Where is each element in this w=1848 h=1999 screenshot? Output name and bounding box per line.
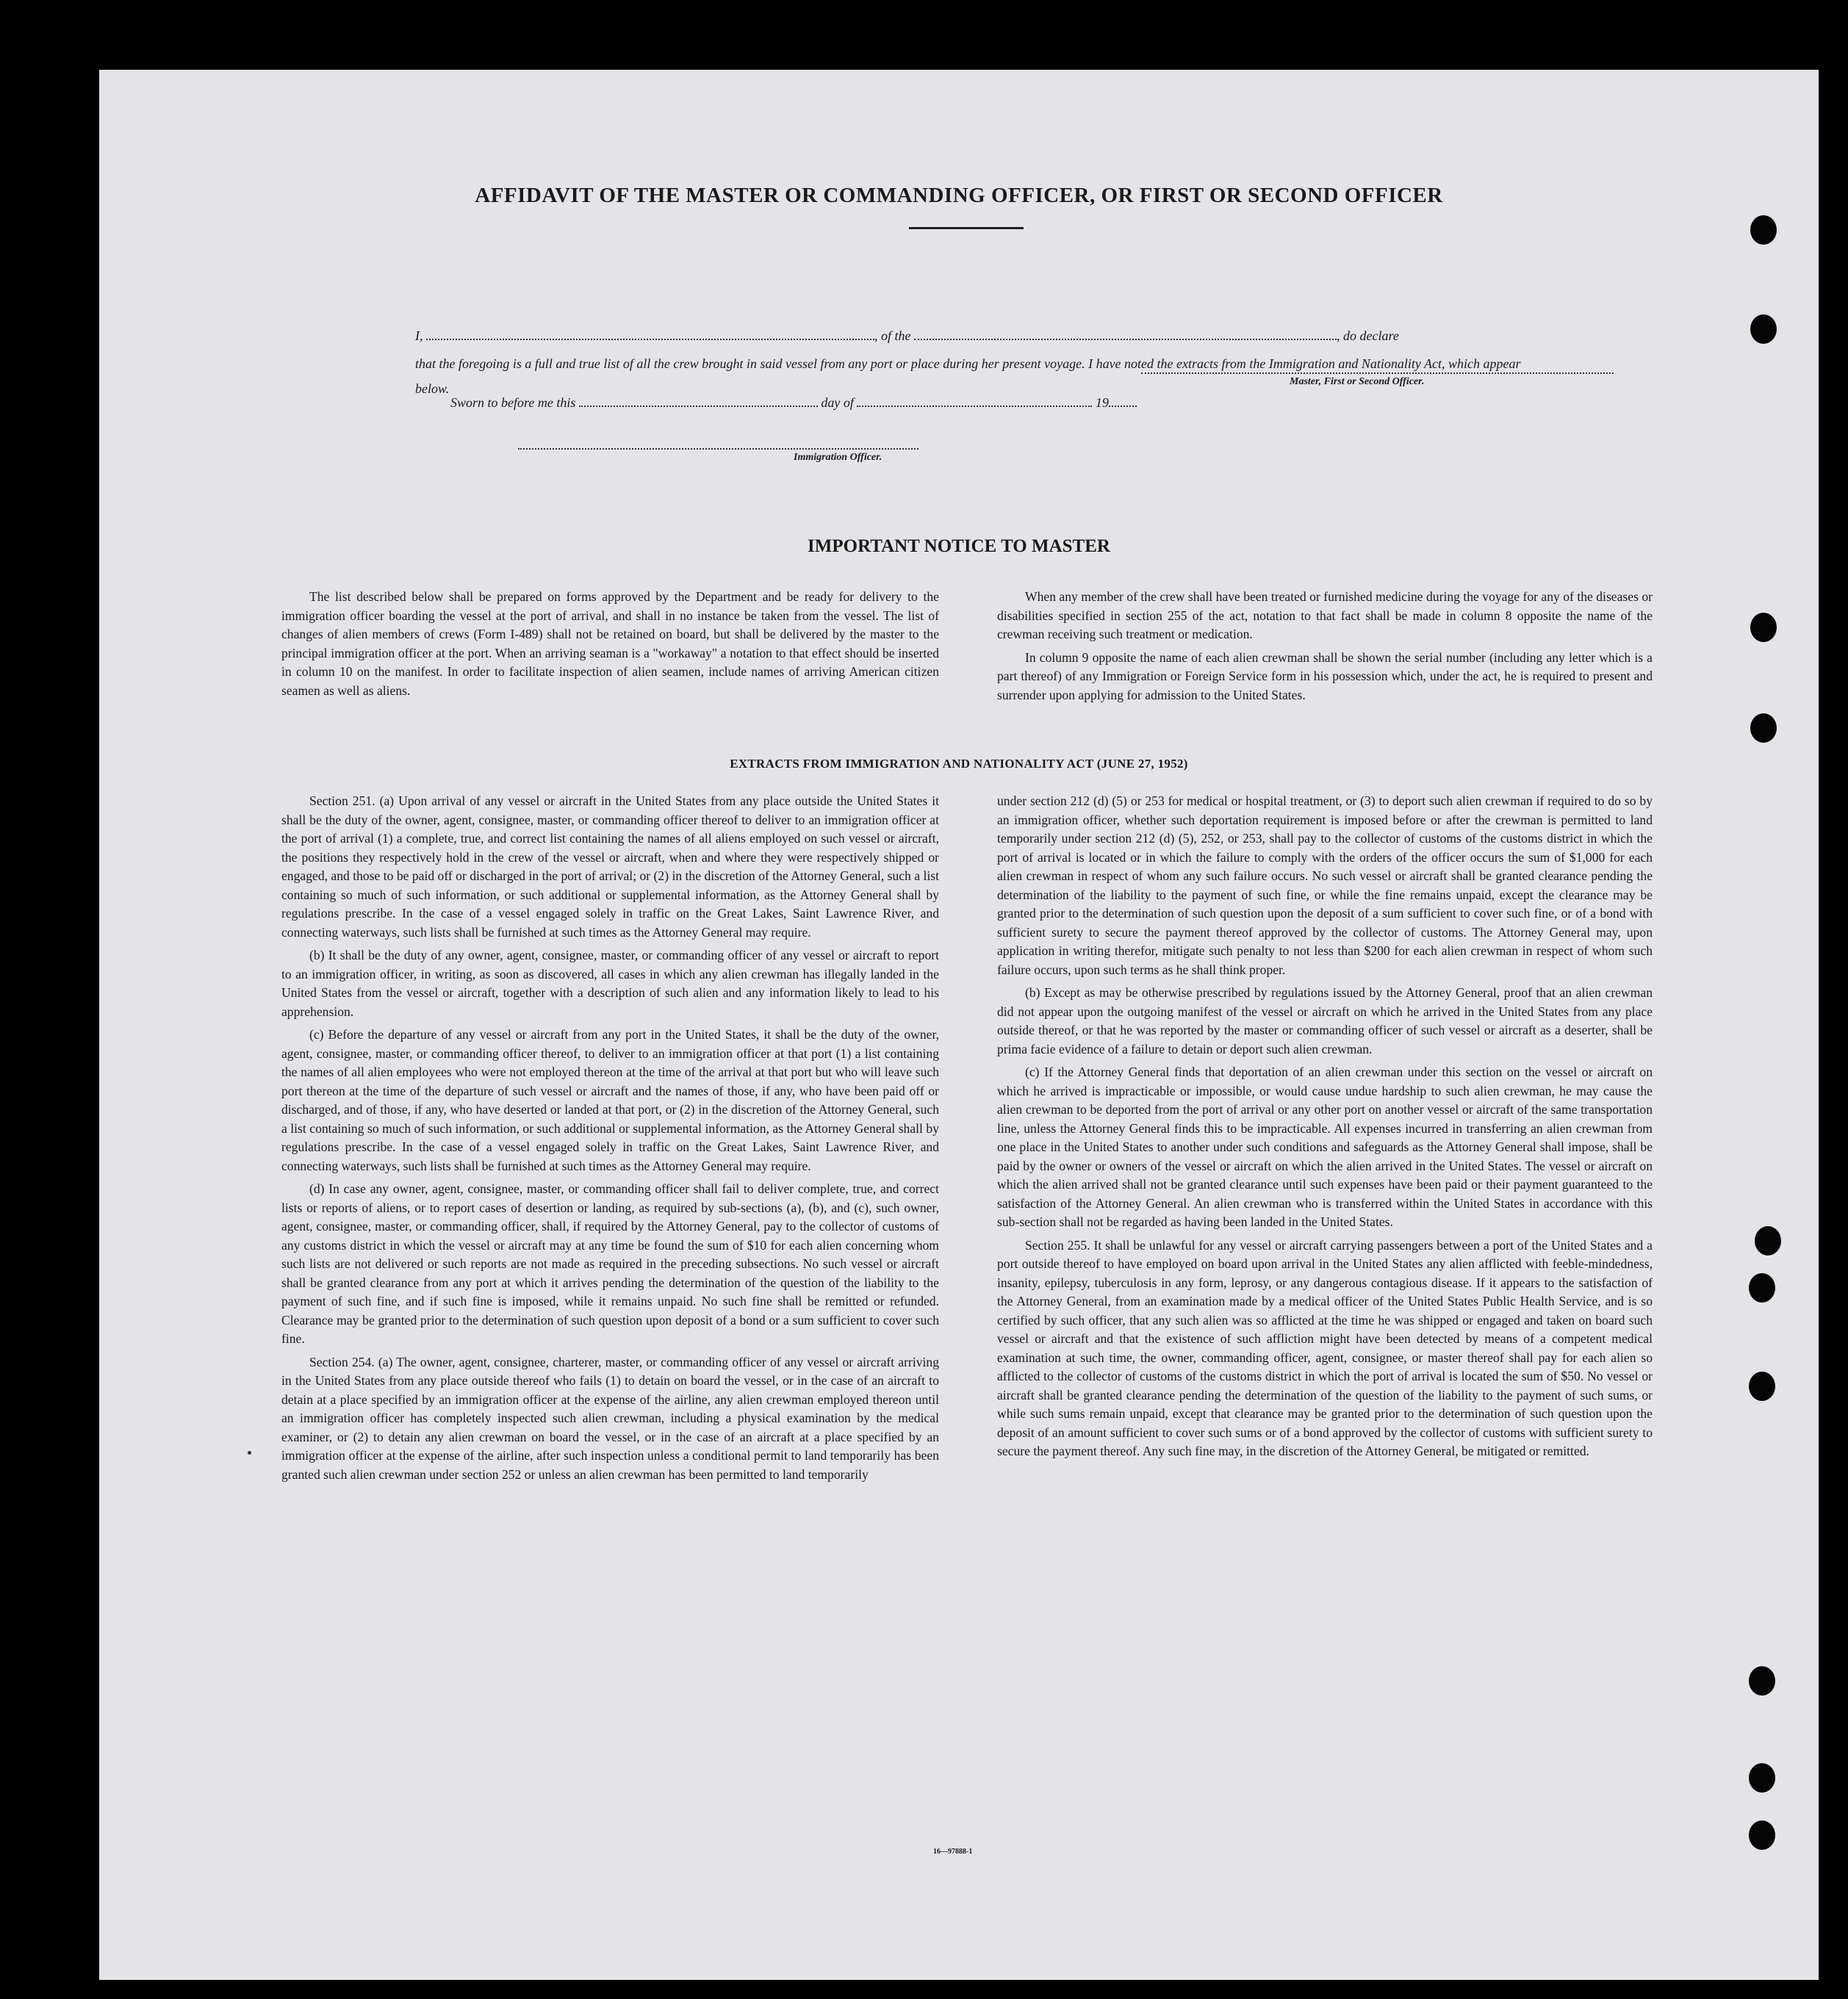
extracts-left-column (281, 792, 939, 1488)
section-254-a: Section 254. (a) The owner, agent, consignee, charterer, master, or commanding officer of any vessel or aircraft arriving in the United States from any place outside thereof who fails (1) to detain on board the vessel, or in the case of an aircraft to detain at a place specified by an immigration officer at the expense of the airline, any alien crewman employed thereon until an immigration officer has completely inspected such alien crewman, including a physical examination by the medical examiner, or (2) to detain any alien crewman on board the vessel, or in the case of an aircraft at a place specified by an immigration officer at the expense of the airline, after such inspection unless a conditional permit to land temporarily has been granted such alien crewman under section 252 or unless an alien crewman has been permitted to land temporarily (281, 1354, 939, 1482)
notice-left-column (281, 588, 939, 705)
sworn-line (450, 395, 1137, 411)
binder-hole (1750, 314, 1777, 344)
footer-form-code: 16—97888-1 (933, 1848, 973, 1856)
notice-right-paragraph-1: When any member of the crew shall have been treated or furnished medicine during the voyage for any of the diseases or disabilities specified in section 255 of the act, notation to that fact shall be made in column 8 opposite the name of the crewman receiving such treatment or medication. (997, 589, 1653, 641)
section-251-a: Section 251. (a) Upon arrival of any vessel or aircraft in the United States from any place outside the United States it shall be the duty of the owner, agent, consignee, master, or commanding officer thereof to deliver to an immigration officer at the port of arrival (1) a complete, true, and correct list containing the names of all aliens employed on such vessel or aircraft, the positions they respectively hold in the crew of the vessel or aircraft, when and where they were respectively shipped or engaged, and those to be paid off or discharged in the port of arrival; or (2) in the discretion of the Attorney General, such a list containing so much of such information, or such additional or supplemental information, as the Attorney General shall by regulations prescribe. In the case of a vessel engaged solely in traffic on the Great Lakes, Saint Lawrence River, and connecting waterways, such lists shall be furnished at such times as the Attorney General may require. (281, 793, 939, 940)
declaration-do-declare: , do declare (1337, 328, 1399, 343)
declaration-of-the: , of the (874, 328, 911, 343)
master-signature-line[interactable] (1141, 372, 1614, 374)
binder-hole (1750, 215, 1777, 245)
binder-hole (1749, 1666, 1775, 1696)
sworn-day-of: day of (821, 395, 854, 410)
binder-hole (1749, 1273, 1775, 1303)
notice-right-column (997, 588, 1653, 709)
section-251-c: (c) Before the departure of any vessel or aircraft from any port in the United States, it shall be the duty of the owner, agent, consignee, master, or commanding officer thereof, to deliver to an immigration officer at that port (1) a list containing the names of all alien employees who were not employed thereon at the time of the arrival at that port but who will leave such port thereon at the time of the departure of such vessel or aircraft and the names of those, if any, who have been paid off or discharged, and of those, if any, who have deserted or landed at that port, or (2) in the discretion of the Attorney General, such a list containing so much of such information, or such additional or supplemental information, as the Attorney General shall by regulations prescribe. In the case of a vessel engaged solely in traffic on the Great Lakes, Saint Lawrence River, and connecting waterways, such lists shall be furnished at such times as the Attorney General may require. (281, 1027, 939, 1173)
immigration-officer-signature-line[interactable] (518, 448, 918, 450)
section-251-b: (b) It shall be the duty of any owner, agent, consignee, master, or commanding officer of any vessel or aircraft to report to an immigration officer, in writing, as soon as discovered, all cases in which any alien crewman has illegally landed in the United States from the vessel or aircraft, together with a description of such alien and any information likely to lead to his apprehension. (281, 948, 939, 1019)
margin-dot (248, 1451, 251, 1455)
declaration-line (415, 323, 1558, 349)
section-254-b: (b) Except as may be otherwise prescribed by regulations issued by the Attorney General, proof that an alien crewman did not appear upon the outgoing manifest of the vessel or aircraft on which he arrived in the United States from any place outside thereof, or that he was reported by the master or commanding officer of such vessel or aircraft as a deserter, shall be prima facie evidence of a failure to detain or deport such alien crewman. (997, 985, 1653, 1056)
binder-hole (1755, 1226, 1781, 1256)
sworn-prefix: Sworn to before me this (450, 395, 576, 410)
section-251-d: (d) In case any owner, agent, consignee, master, or commanding officer shall fail to deliver complete, true, and correct lists or reports of aliens, or to report cases of desertion or landing, as required by sub-sections (a), (b), and (c), such owner, agent, consignee, master, or commanding officer, shall, if required by the Attorney General, pay to the collector of customs of any customs district in which the vessel or aircraft may at any time be found the sum of $10 for each alien concerning whom such lists are not delivered or such reports are not made as required in the preceding subsections. No such vessel or aircraft shall be granted clearance from any port at which it arrives pending the determination of the question of the liability to the payment of such fine, and if such fine is imposed, while it remains unpaid. No such fine shall be remitted or refunded. Clearance may be granted prior to the determination of such question upon deposit of a bond or a sum sufficient to cover such fine. (281, 1181, 939, 1346)
notice-left-paragraph: The list described below shall be prepared on forms approved by the Department and be ready for delivery to the immigration officer boarding the vessel at the port of arrival, and shall in no instance be taken from the vessel. The list of changes of alien members of crews (Form I-489) shall not be retained on board, but shall be delivered by the master to the principal immigration officer at the port. When an arriving seaman is a "workaway" a notation to that effect should be inserted in column 10 on the manifest. In order to facilitate inspection of alien seamen, include names of arriving American citizen seamen as well as aliens. (281, 589, 939, 698)
binder-hole (1749, 1372, 1775, 1401)
binder-hole (1750, 713, 1777, 743)
binder-hole (1749, 1763, 1775, 1793)
sworn-year-prefix: 19 (1095, 395, 1109, 410)
master-signature-label: Master, First or Second Officer. (1290, 376, 1425, 387)
declarant-name-field[interactable] (426, 327, 874, 340)
declaration-i: I, (415, 328, 423, 343)
vessel-name-field[interactable] (914, 327, 1337, 340)
form-page (99, 70, 1819, 1980)
notice-heading: IMPORTANT NOTICE TO MASTER (808, 536, 1110, 556)
form-title: AFFIDAVIT OF THE MASTER OR COMMANDING OFFICER, OR FIRST OR SECOND OFFICER (475, 184, 1443, 207)
sworn-year-field[interactable] (1109, 395, 1137, 407)
extracts-right-column (997, 792, 1653, 1466)
section-254-c: (c) If the Attorney General finds that deportation of an alien crewman under this section on the vessel or aircraft on which he arrived is impracticable or impossible, or would cause undue hardship to such alien crewman, he may cause the alien crewman to be deported from the port of arrival or any other port on another vessel or aircraft of the same transportation line, unless the Attorney General finds this to be impracticable. All expenses incurred in transferring an alien crewman from one place in the United States to another under such conditions and safeguards as the Attorney General shall impose, shall be paid by the owner or owners of the vessel or aircraft on which the alien arrived in the United States. The vessel or aircraft on which the alien arrived shall not be granted clearance until such expenses have been paid or their payment guaranteed to the satisfaction of the Attorney General. An alien crewman who is transferred within the United States in accordance with this sub-section shall not be regarded as having been landed in the United States. (997, 1065, 1653, 1229)
sworn-month-field[interactable] (857, 395, 1092, 407)
notice-right-paragraph-2: In column 9 opposite the name of each alien crewman shall be shown the serial number (including any letter which is a part thereof) of any Immigration or Foreign Service form in his possession which, under the act, he is required to present and surrender upon applying for admission to the United States. (997, 649, 1653, 702)
section-255: Section 255. It shall be unlawful for any vessel or aircraft carrying passengers between a port of the United States and a port outside thereof to have employed on board upon arrival in the United States any alien afflicted with feeble-mindedness, insanity, epilepsy, tuberculosis in any form, leprosy, or any dangerous contagious disease. If it appears to the satisfaction of the Attorney General, from an examination made by a medical officer of the United States Public Health Service, and is so certified by such officer, that any such alien was so afflicted at the time he was shipped or engaged and taken on board such vessel or aircraft and that the existence of such affliction might have been detected by means of a competent medical examination at such time, the owner, commanding officer, agent, consignee, or master thereof shall pay for each alien so afflicted to the collector of customs of the customs district in which the port of arrival is located the sum of $50. No vessel or aircraft shall be granted clearance pending the determination of the question of the liability to the payment of such sums, or while such sums remain unpaid, except that clearance may be granted prior to the determination of such question upon the deposit of an amount sufficient to cover such sums or of a bond approved by the collector of customs with sufficient surety to secure the payment thereof. Any such fine may, in the discretion of the Attorney General, be mitigated or remitted. (997, 1237, 1653, 1458)
section-254-a-continued: under section 212 (d) (5) or 253 for medical or hospital treatment, or (3) to deport such alien crewman if required to do so by an immigration officer, whether such deportation requirement is imposed before or after the crewman is permitted to land temporarily under section 212 (d) (5), 252, or 253, shall pay to the collector of customs of the customs district in which the port of arrival is located or in which the failure to comply with the orders of the officer occurs the sum of $1,000 for each alien crewman in respect of whom any such failure occurs. No such vessel or aircraft shall be granted clearance pending the determination of the liability to the payment of such fine, or while the fine remains unpaid, except the clearance may be granted prior to the determination of such question upon the deposit of a sum sufficient to cover such fine, or of a bond with sufficient surety to secure the payment thereof approved by the collector of customs. The Attorney General may, upon application in writing therefor, mitigate such penalty to not less than $200 for each alien crewman in respect of whom such failure occurs, upon such terms as he shall think proper. (997, 793, 1653, 977)
declaration-text: that the foregoing is a full and true list of all the crew brought in said vessel from any port or place during her present voyage. I have noted the extracts from the Immigration and Nationality Act, which appear below. (415, 356, 1521, 396)
binder-hole (1750, 613, 1777, 642)
title-rule (909, 227, 1024, 229)
extracts-heading: EXTRACTS FROM IMMIGRATION AND NATIONALITY ACT (JUNE 27, 1952) (730, 757, 1188, 771)
immigration-officer-label: Immigration Officer. (794, 452, 882, 463)
binder-hole (1749, 1820, 1775, 1850)
sworn-day-field[interactable] (579, 395, 818, 407)
